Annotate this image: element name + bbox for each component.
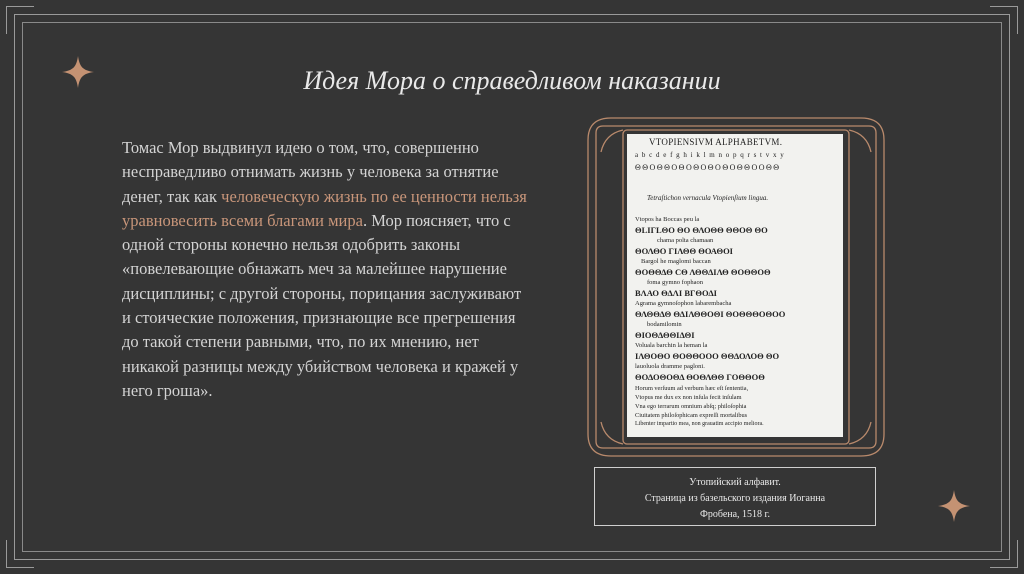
page-line: ΘΙΟΘΔΘΘΙΔΘΙ: [635, 330, 695, 340]
image-caption: [594, 467, 876, 526]
page-glyph-row: ΘΘΟΘΘΟΘΟΘΟΘΟΘΟΘΘΟΟΘΘ: [635, 163, 781, 172]
corner-ornament: [990, 6, 1018, 34]
page-line: chama polta chamaan: [657, 237, 714, 244]
page-line: Agrama gymnoſophon labarembacha: [635, 300, 732, 307]
page-line: ΙΛΘΟΘΟ ΘΟΘΘΟΟΟ ΘΘΔΟΛΟΘ ΘΟ: [635, 351, 780, 361]
corner-ornament: [6, 540, 34, 568]
page-line: Vtopus me dux ex non inſula fecit inſulam: [635, 394, 742, 401]
caption-line: Фробена, 1518 г.: [699, 509, 771, 520]
page-line: ΘΟΘΘΔΘ CΘ ΛΘΘΔΙΛΘ ΘΟΘΘΟΘ: [635, 267, 771, 277]
slide-title: Идея Мора о справедливом наказании: [303, 66, 721, 95]
page-line: ΒΛΑΟ ΘΔΛΙ ΒΓΘΟΔΙ: [635, 288, 717, 298]
corner-ornament: [990, 540, 1018, 568]
caption-line: Утопийский алфавит.: [689, 477, 781, 488]
page-line: ΘΟΛΘΟ ΓΙΛΘΘ ΘΟΑΘΟΙ: [635, 246, 733, 256]
page-tetrastichon: Tetraſtichon vernacula Vtopienſium lingua.: [647, 194, 769, 202]
page-line: Bargol he maglomi baccan: [641, 258, 711, 265]
page-line: Libenter impartio mea, non grauatim accipio meliora.: [635, 421, 764, 427]
sparkle-star-icon: [936, 488, 972, 524]
page-letters: a b c d e f g h i k l m n o p q r s t v x y: [635, 151, 785, 159]
page-line: ΘLIΓLΘΟ ΘΟ ΘΛΟΘΘ ΘΘΟΘ ΘΟ: [635, 225, 768, 235]
page-line: foma gymno fophaon: [647, 279, 703, 286]
page-line: Horum verſuum ad verbum hæc eſt ſententia,: [635, 385, 749, 392]
page-line: Ciuitatem philoſophicam expreſſi mortalibus: [635, 412, 748, 419]
caption-line: Страница из базельского издания Иоганна: [644, 493, 826, 504]
utopian-alphabet-image: [627, 134, 843, 437]
page-heading: VTOPIENSIVM ALPHABETVM.: [649, 137, 783, 147]
page-line: ΘΛΘΘΔΘ ΘΔΙΛΘΘΟΘΙ ΘΟΘΘΘΟΘΟΟ: [635, 309, 786, 319]
page-line: ΘΟΔΟΘΟΘΔ ΘΟΘΛΘΘ ΓΟΘΘΟΘ: [635, 372, 765, 382]
body-text-part: Томас Мор выдвинул идею о том, что, совершенно несправедливо отнимать жизнь у человека за отнятие денег, так как: [122, 138, 499, 206]
page-line: Vna ego terrarum omnium abſq; philoſophia: [635, 403, 747, 410]
body-text-part: . Мор поясняет, что с одной стороны конечно нельзя одобрить законы «повелевающие обнажать меч за малейшее нарушение дисциплины; с другой стороны, порицания заслуживают и стоические положения, признающие все прегрешения до такой степени равными, что, по их мнению, нет никакой разницы между убийством человека и кражей у него гроша».: [122, 210, 522, 400]
body-highlight: человеческую жизнь по ее ценности нельзя уравновесить всеми благами мира: [122, 186, 527, 230]
page-line: lauoluola dramme pagloni.: [635, 363, 705, 370]
body-paragraph: [122, 136, 532, 403]
corner-ornament: [6, 6, 34, 34]
page-line: Voluala barchin la heman la: [635, 342, 708, 349]
page-line: bodamilomin: [647, 321, 682, 328]
page-line: Vtopos ha Boccas peu la: [635, 216, 700, 223]
